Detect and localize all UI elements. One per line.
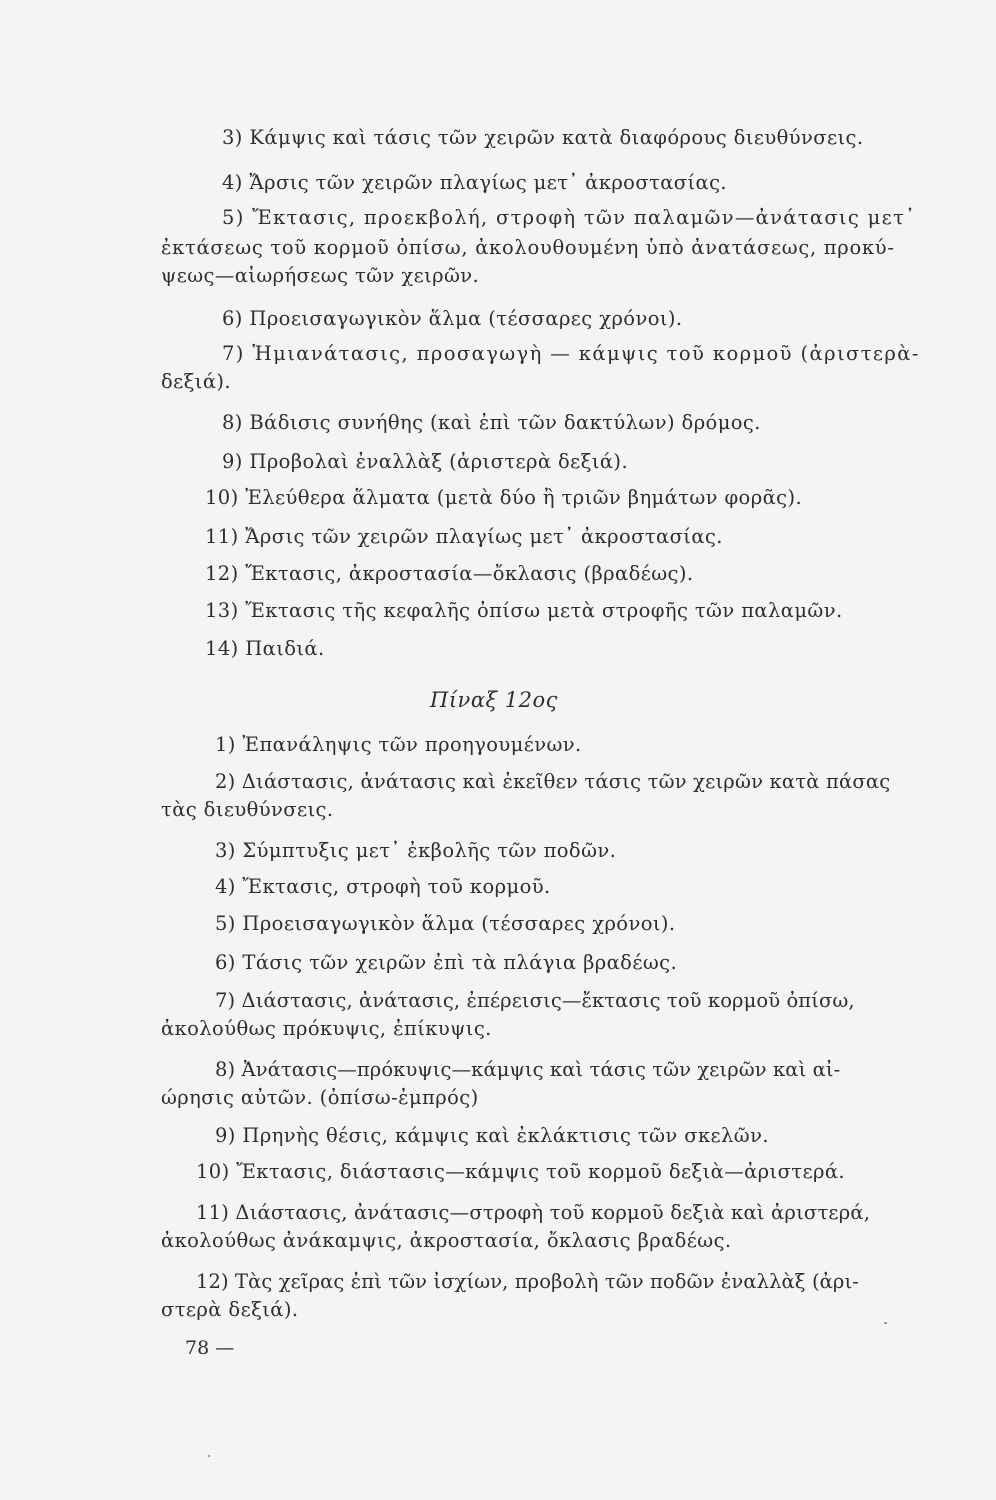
list-item: 14) Παιδιά. xyxy=(205,637,325,660)
list-item: 11) Ἄρσις τῶν χειρῶν πλαγίως μετ᾽ ἀκροστασίας. xyxy=(205,525,723,548)
list-item: 8) Βάδισις συνήθης (καὶ ἐπὶ τῶν δακτύλων) δρόμος. xyxy=(222,411,761,434)
page-number: 78 — xyxy=(185,1337,235,1359)
list-item-continuation: ἀκολούθως πρόκυψις, ἐπίκυψις. xyxy=(161,1017,492,1040)
list-item-continuation: τὰς διευθύνσεις. xyxy=(161,798,334,821)
list-item-continuation: ώρησις αὐτῶν. (ὀπίσω-ἐμπρός) xyxy=(161,1086,479,1109)
list-item: 2) Διάστασις, ἀνάτασις καὶ ἐκεῖθεν τάσις τῶν χειρῶν κατὰ πάσας xyxy=(215,770,891,793)
list-item: 9) Προβολαὶ ἐναλλὰξ (ἀριστερὰ δεξιά). xyxy=(222,450,629,473)
list-item: 3) Κάμψις καὶ τάσις τῶν χειρῶν κατὰ διαφόρους διευθύνσεις. xyxy=(222,126,864,149)
list-item-continuation: στερὰ δεξιά). xyxy=(161,1298,299,1321)
paper-speck xyxy=(884,1322,887,1324)
list-item-continuation: ἀκολούθως ἀνάκαμψις, ἀκροστασία, ὄκλασις βραδέως. xyxy=(161,1229,732,1252)
list-item: 6) Τάσις τῶν χειρῶν ἐπὶ τὰ πλάγια βραδέως. xyxy=(215,951,678,974)
list-item: 13) Ἔκτασις τῆς κεφαλῆς ὀπίσω μετὰ στροφῆς τῶν παλαμῶν. xyxy=(205,599,843,622)
list-item: 8) Ἀνάτασις—πρόκυψις—κάμψις καὶ τάσις τῶν χειρῶν καὶ αἰ- xyxy=(215,1058,841,1081)
list-item: 11) Διάστασις, ἀνάτασις—στροφὴ τοῦ κορμοῦ δεξιὰ καὶ ἀριστερά, xyxy=(196,1201,871,1224)
paper-speck xyxy=(208,1455,210,1457)
list-item: 7) Διάστασις, ἀνάτασις, ἐπέρεισις—ἔκτασις τοῦ κορμοῦ ὀπίσω, xyxy=(215,989,855,1012)
list-item: 4) Ἄρσις τῶν χειρῶν πλαγίως μετ᾽ ἀκροστασίας. xyxy=(222,171,728,194)
list-item-continuation: δεξιά). xyxy=(161,370,232,393)
list-item-continuation: ψεως—αἰωρήσεως τῶν χειρῶν. xyxy=(161,264,480,287)
list-item: 9) Πρηνὴς θέσις, κάμψις καὶ ἐκλάκτισις τῶν σκελῶν. xyxy=(215,1124,769,1147)
list-item: 5) Προεισαγωγικὸν ἅλμα (τέσσαρες χρόνοι). xyxy=(215,912,676,935)
list-item: 12) Τὰς χεῖρας ἐπὶ τῶν ἰσχίων, προβολὴ τῶν ποδῶν ἐναλλὰξ (ἀρι- xyxy=(196,1270,859,1293)
list-item: 3) Σύμπτυξις μετ᾽ ἐκβολῆς τῶν ποδῶν. xyxy=(215,839,617,862)
list-item: 4) Ἔκτασις, στροφὴ τοῦ κορμοῦ. xyxy=(215,875,551,898)
table-heading: Πίναξ 12ος xyxy=(430,688,558,712)
list-item: 12) Ἔκτασις, ἀκροστασία—ὄκλασις (βραδέως). xyxy=(205,562,694,585)
list-item: 5) Ἔκτασις, προεκβολή, στροφὴ τῶν παλαμῶν—ἀνάτασις μετ᾽ xyxy=(222,206,917,229)
list-item: 7) Ἡμιανάτασις, προσαγωγὴ — κάμψις τοῦ κορμοῦ (ἀριστερὰ- xyxy=(222,342,920,365)
list-item: 6) Προεισαγωγικὸν ἅλμα (τέσσαρες χρόνοι). xyxy=(222,307,683,330)
list-item: 10) Ἔκτασις, διάστασις—κάμψις τοῦ κορμοῦ δεξιὰ—ἀριστερά. xyxy=(196,1160,846,1183)
list-item: 10) Ἐλεύθερα ἅλματα (μετὰ δύο ἢ τριῶν βημάτων φορᾶς). xyxy=(205,486,803,509)
list-item: 1) Ἐπανάληψις τῶν προηγουμένων. xyxy=(215,733,582,756)
list-item-continuation: ἐκτάσεως τοῦ κορμοῦ ὀπίσω, ἀκολουθουμένη ὑπὸ ἀνατάσεως, προκύ- xyxy=(161,236,895,259)
